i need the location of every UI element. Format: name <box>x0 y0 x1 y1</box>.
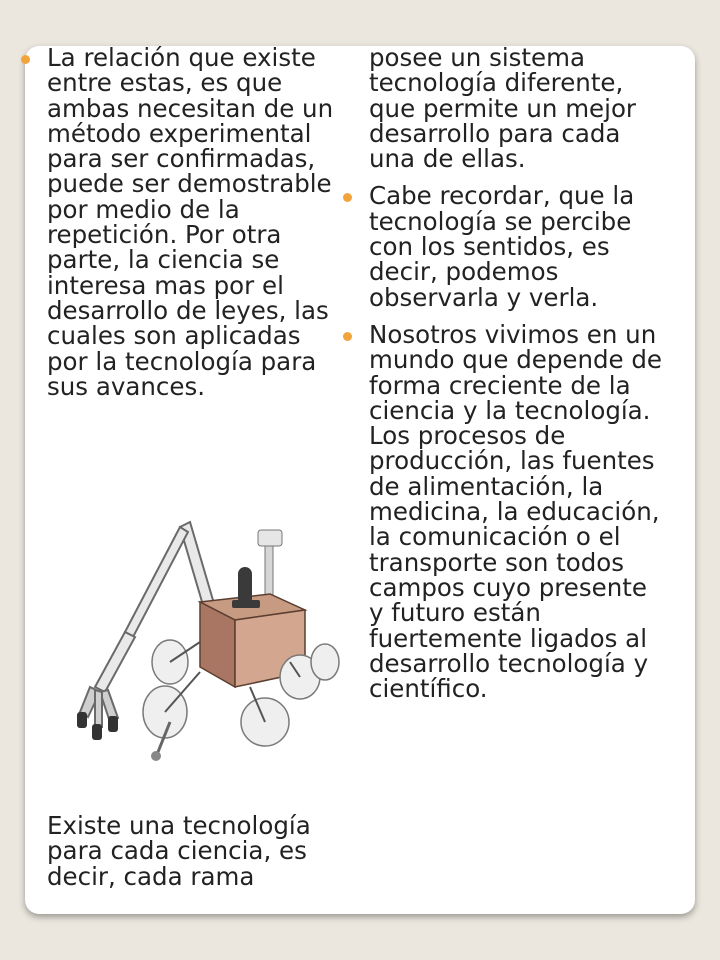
right-bullet-paragraph-1 <box>369 181 669 312</box>
right-continuation-text: posee un sistema tecnología diferente, que permite un mejor desarrollo para cada una de ellas. <box>369 43 636 174</box>
bullet-dot <box>343 332 352 341</box>
left-bullet-paragraph <box>47 45 342 399</box>
robot-rover-icon <box>50 512 340 772</box>
right-bullet-1-text: Cabe recordar, que la tecnología se percibe con los sentidos, es decir, podemos observarla y verla. <box>369 181 635 312</box>
left-paragraph-text: La relación que existe entre estas, es que ambas necesitan de un método experimental para ser confirmadas, puede ser demostrable por medio de la repetición. Por otra parte, la ciencia se interesa mas por el desarrollo de leyes, las cuales son aplicadas por la tecnología para sus avances. <box>47 43 334 401</box>
right-bullet-2-text: Nosotros vivimos en un mundo que depende de forma creciente de la ciencia y la tecnología. Los procesos de producción, las fuentes de alimentación, la medicina, la educación, la comunicación o el transporte son todos campos cuyo presente y futuro están fuertemente ligados al desarrollo tecnología y científico. <box>369 319 663 704</box>
left-continuation-paragraph: Existe una tecnología para cada ciencia, es decir, cada rama <box>47 811 311 891</box>
bullet-dot <box>21 55 30 64</box>
right-column <box>369 43 669 704</box>
right-bullet-paragraph-2 <box>369 319 669 704</box>
left-column <box>47 45 342 399</box>
